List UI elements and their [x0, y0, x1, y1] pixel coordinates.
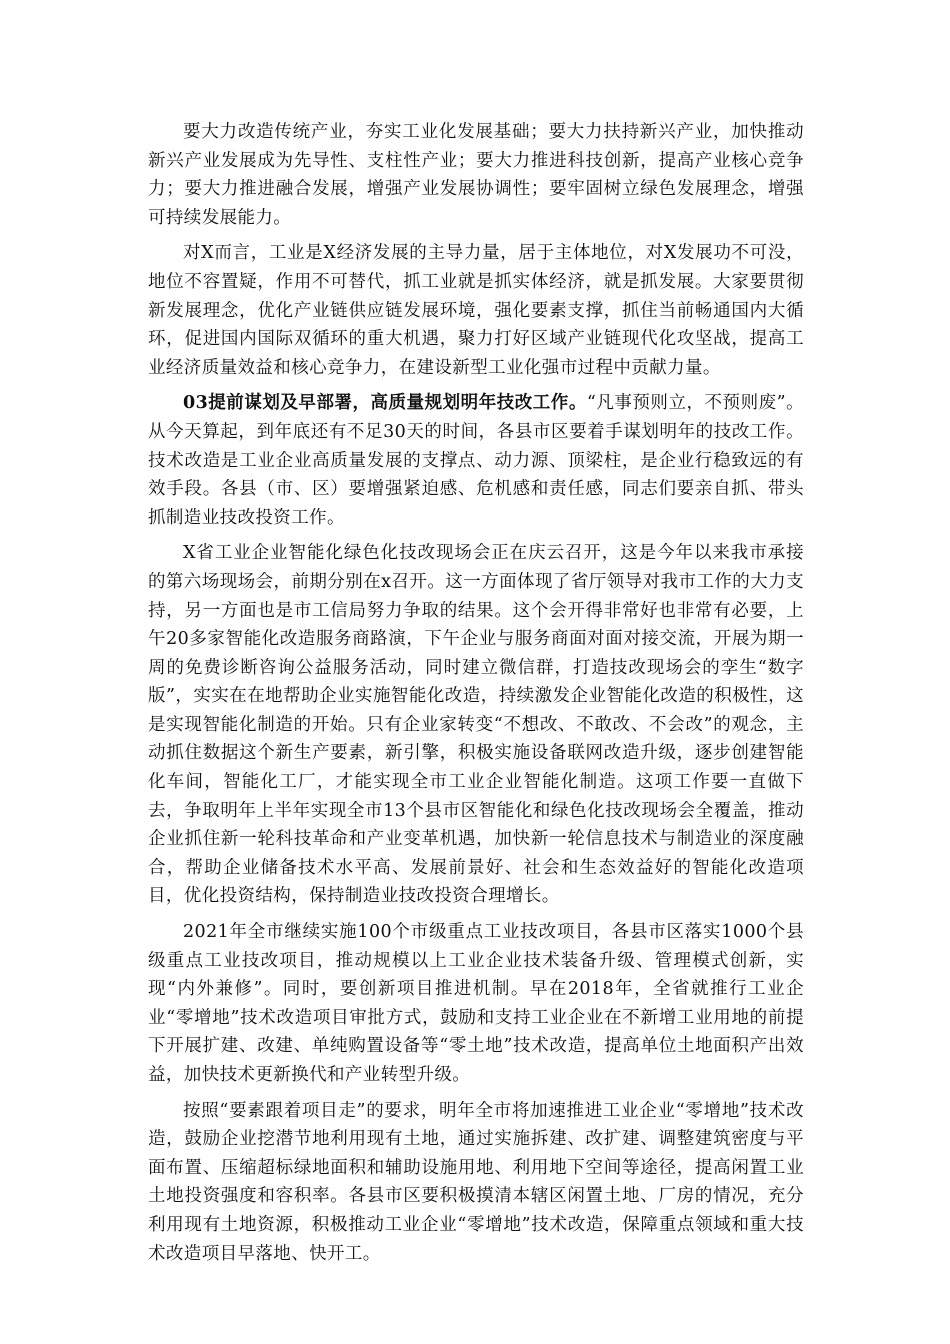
paragraph-6-text: 按照“要素跟着项目走”的要求，明年全市将加速推进工业企业“零增地”技术改造，鼓励企业挖潜节地利用现有土地，通过实施拆建、改扩建、调整建筑密度与平面布置、压缩超标绿地面积和辅助设施用地、利用地下空间等途径，提高闲置工业土地投资强度和容积率。各县市区要积极摸清本辖区闲置土地、厂房的情况，充分利用现有土地资源，积极推动工业企业“零增地”技术改造，保障重点领域和重大技术改造项目早落地、快开工。	[148, 1100, 804, 1264]
paragraph-4-text: X省工业企业智能化绿色化技改现场会正在庆云召开，这是今年以来我市承接的第六场现场会，前期分别在x召开。这一方面体现了省厅领导对我市工作的大力支持，另一方面也是市工信局努力争取的结果。这个会开得非常好也非常有必要，上午20多家智能化改造服务商路演，下午企业与服务商面对面对接交流，开展为期一周的免费诊断咨询公益服务活动，同时建立微信群，打造技改现场会的孪生“数字版”，实实在在地帮助企业实施智能化改造，持续激发企业智能化改造的积极性，这是实现智能化制造的开始。只有企业家转变“不想改、不敢改、不会改”的观念，主动抓住数据这个新生产要素，新引擎，积极实施设备联网改造升级，逐步创建智能化车间，智能化工厂，才能实现全市工业企业智能化制造。这项工作要一直做下去，争取明年上半年实现全市13个县市区智能化和绿色化技改现场会全覆盖，推动企业抓住新一轮科技革命和产业变革机遇，加快新一轮信息技术与制造业的深度融合，帮助企业储备技术水平高、发展前景好、社会和生态效益好的智能化改造项目，优化投资结构，保持制造业技改投资合理增长。	[148, 543, 804, 907]
document-body	[148, 118, 804, 1275]
paragraph-4	[148, 539, 804, 911]
paragraph-6	[148, 1097, 804, 1269]
paragraph-3	[148, 389, 804, 532]
paragraph-2-text: 对X而言，工业是X经济发展的主导力量，居于主体地位，对X发展功不可没，地位不容置疑，作用不可替代，抓工业就是抓实体经济，就是抓发展。大家要贯彻新发展理念，优化产业链供应链发展环境，强化要素支撑，抓住当前畅通国内大循环，促进国内国际双循环的重大机遇，聚力打好区域产业链现代化攻坚战，提高工业经济质量效益和核心竞争力，在建设新型工业化强市过程中贡献力量。	[148, 243, 804, 378]
paragraph-1-text: 要大力改造传统产业，夯实工业化发展基础；要大力扶持新兴产业，加快推动新兴产业发展成为先导性、支柱性产业；要大力推进科技创新，提高产业核心竞争力；要大力推进融合发展，增强产业发展协调性；要牢固树立绿色发展理念，增强可持续发展能力。	[148, 122, 804, 228]
paragraph-5	[148, 918, 804, 1090]
paragraph-3-text: “凡事预则立，不预则废”。从今天算起，到年底还有不足30天的时间，各县市区要着手谋划明年的技改工作。技术改造是工业企业高质量发展的支撑点、动力源、顶梁柱，是企业行稳致远的有效手段。各县（市、区）要增强紧迫感、危机感和责任感，同志们要亲自抓、带头抓制造业技改投资工作。	[148, 393, 805, 528]
paragraph-5-text: 2021年全市继续实施100个市级重点工业技改项目，各县市区落实1000个县级重点工业技改项目，推动规模以上工业企业技术装备升级、管理模式创新，实现“内外兼修”。同时，要创新项目推进机制。早在2018年，全省就推行工业企业“零增地”技术改造项目审批方式，鼓励和支持工业企业在不新增工业用地的前提下开展扩建、改建、单纯购置设备等“零土地”技术改造，提高单位土地面积产出效益，加快技术更新换代和产业转型升级。	[148, 922, 804, 1085]
paragraph-1	[148, 118, 804, 232]
section-heading: 03提前谋划及早部署，高质量规划明年技改工作。	[183, 393, 587, 414]
paragraph-2	[148, 239, 804, 382]
